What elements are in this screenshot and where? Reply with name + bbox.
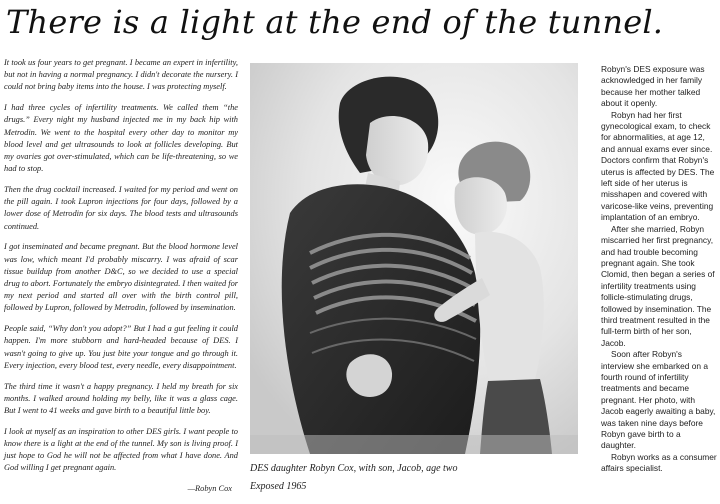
sidebar-paragraph: After she married, Robyn miscarried her first pregnancy, and had trouble becoming pregnant again. She took Clomid, then began a series of infertility treatments using follicle-stimulating drugs, followed by insemination. The third treatment resulted in the full-term birth of her son, Jacob. xyxy=(601,223,715,348)
portrait-photo xyxy=(250,63,578,454)
story-column xyxy=(4,57,238,504)
exposure-year: Exposed 1965 xyxy=(250,481,307,492)
story-paragraph: People said, “Why don't you adopt?” But I had a gut feeling it could happen. I'm more stubborn and hard-headed because of DES. I wasn't going to give up. You just bite your tongue and go through it. Every injection, every blood test, every needle, every disappointment. xyxy=(4,324,238,370)
caption-text: DES daughter Robyn Cox, with son, Jacob, age two xyxy=(250,463,458,474)
story-paragraph: I got inseminated and became pregnant. But the blood hormone level was low, which meant I'd probably miscarry. I was afraid of scar tissue buildup from another D&C, so we decided to use a special drug to abort. Fortunately the embryo disintegrated. I then waited for my next period and started all over with the birth control pill, followed by Lupron, followed by Metrodin, followed by insemination. xyxy=(4,242,239,313)
sidebar-paragraph: Soon after Robyn's interview she embarked on a fourth round of infertility treatments and became pregnant. Her photo, with Jacob eagerly awaiting a baby, was taken nine days before Robyn gave birth to a daughter. xyxy=(601,349,716,451)
sidebar-paragraph: Robyn had her first gynecological exam, to check for abnormalities, at age 12, and annual exams ever since. Doctors confirm that Robyn's uterus is affected by DES. The left side of her uterus is misshapen and covered with varicose-like veins, preventing implantation of an embryo. xyxy=(601,109,715,223)
story-paragraph: I had three cycles of infertility treatments. We called them “the drugs.” Every night my husband injected me in my back hip with Metrodin. We went to the hospital every other day to monitor my blood level and get ultrasounds to look at follicles developing. But my ovaries got over-stimulated, which can be life-threatening, so we had to stop. xyxy=(4,103,238,174)
photo-caption xyxy=(250,462,590,498)
sidebar-paragraph: Robyn works as a consumer affairs specialist. xyxy=(601,451,717,474)
page-title: There is a light at the end of the tunnel. xyxy=(6,3,664,41)
story-paragraph: The third time it wasn't a happy pregnancy. I held my breath for six months. I walked around holding my belly, like it was a glass cage. But I went to 41 weeks and gave birth to a beautiful little boy. xyxy=(4,381,238,416)
sidebar-column xyxy=(601,64,717,475)
story-paragraph: I look at myself as an inspiration to other DES girls. I want people to know there is a light at the end of the tunnel. My son is living proof. I just hope to God he will not be affected from what I have done. And God willing I get pregnant again. xyxy=(4,426,238,473)
photo-illustration xyxy=(250,63,578,454)
signature: —Robyn Cox xyxy=(187,484,232,494)
sidebar-paragraph: Robyn's DES exposure was acknowledged in her family because her mother talked about it openly. xyxy=(601,64,705,109)
story-paragraph: Then the drug cocktail increased. I waited for my period and went on the pill again. I took Lupron injections for four days, followed by a lower dose of Metrodin for six days. The blood tests and ultrasounds continued. xyxy=(4,185,238,231)
story-paragraph: It took us four years to get pregnant. I became an expert in infertility, but not in having a normal pregnancy. I didn't decorate the nursery. I could not bring baby items into the house. I was protecting myself. xyxy=(4,58,238,92)
